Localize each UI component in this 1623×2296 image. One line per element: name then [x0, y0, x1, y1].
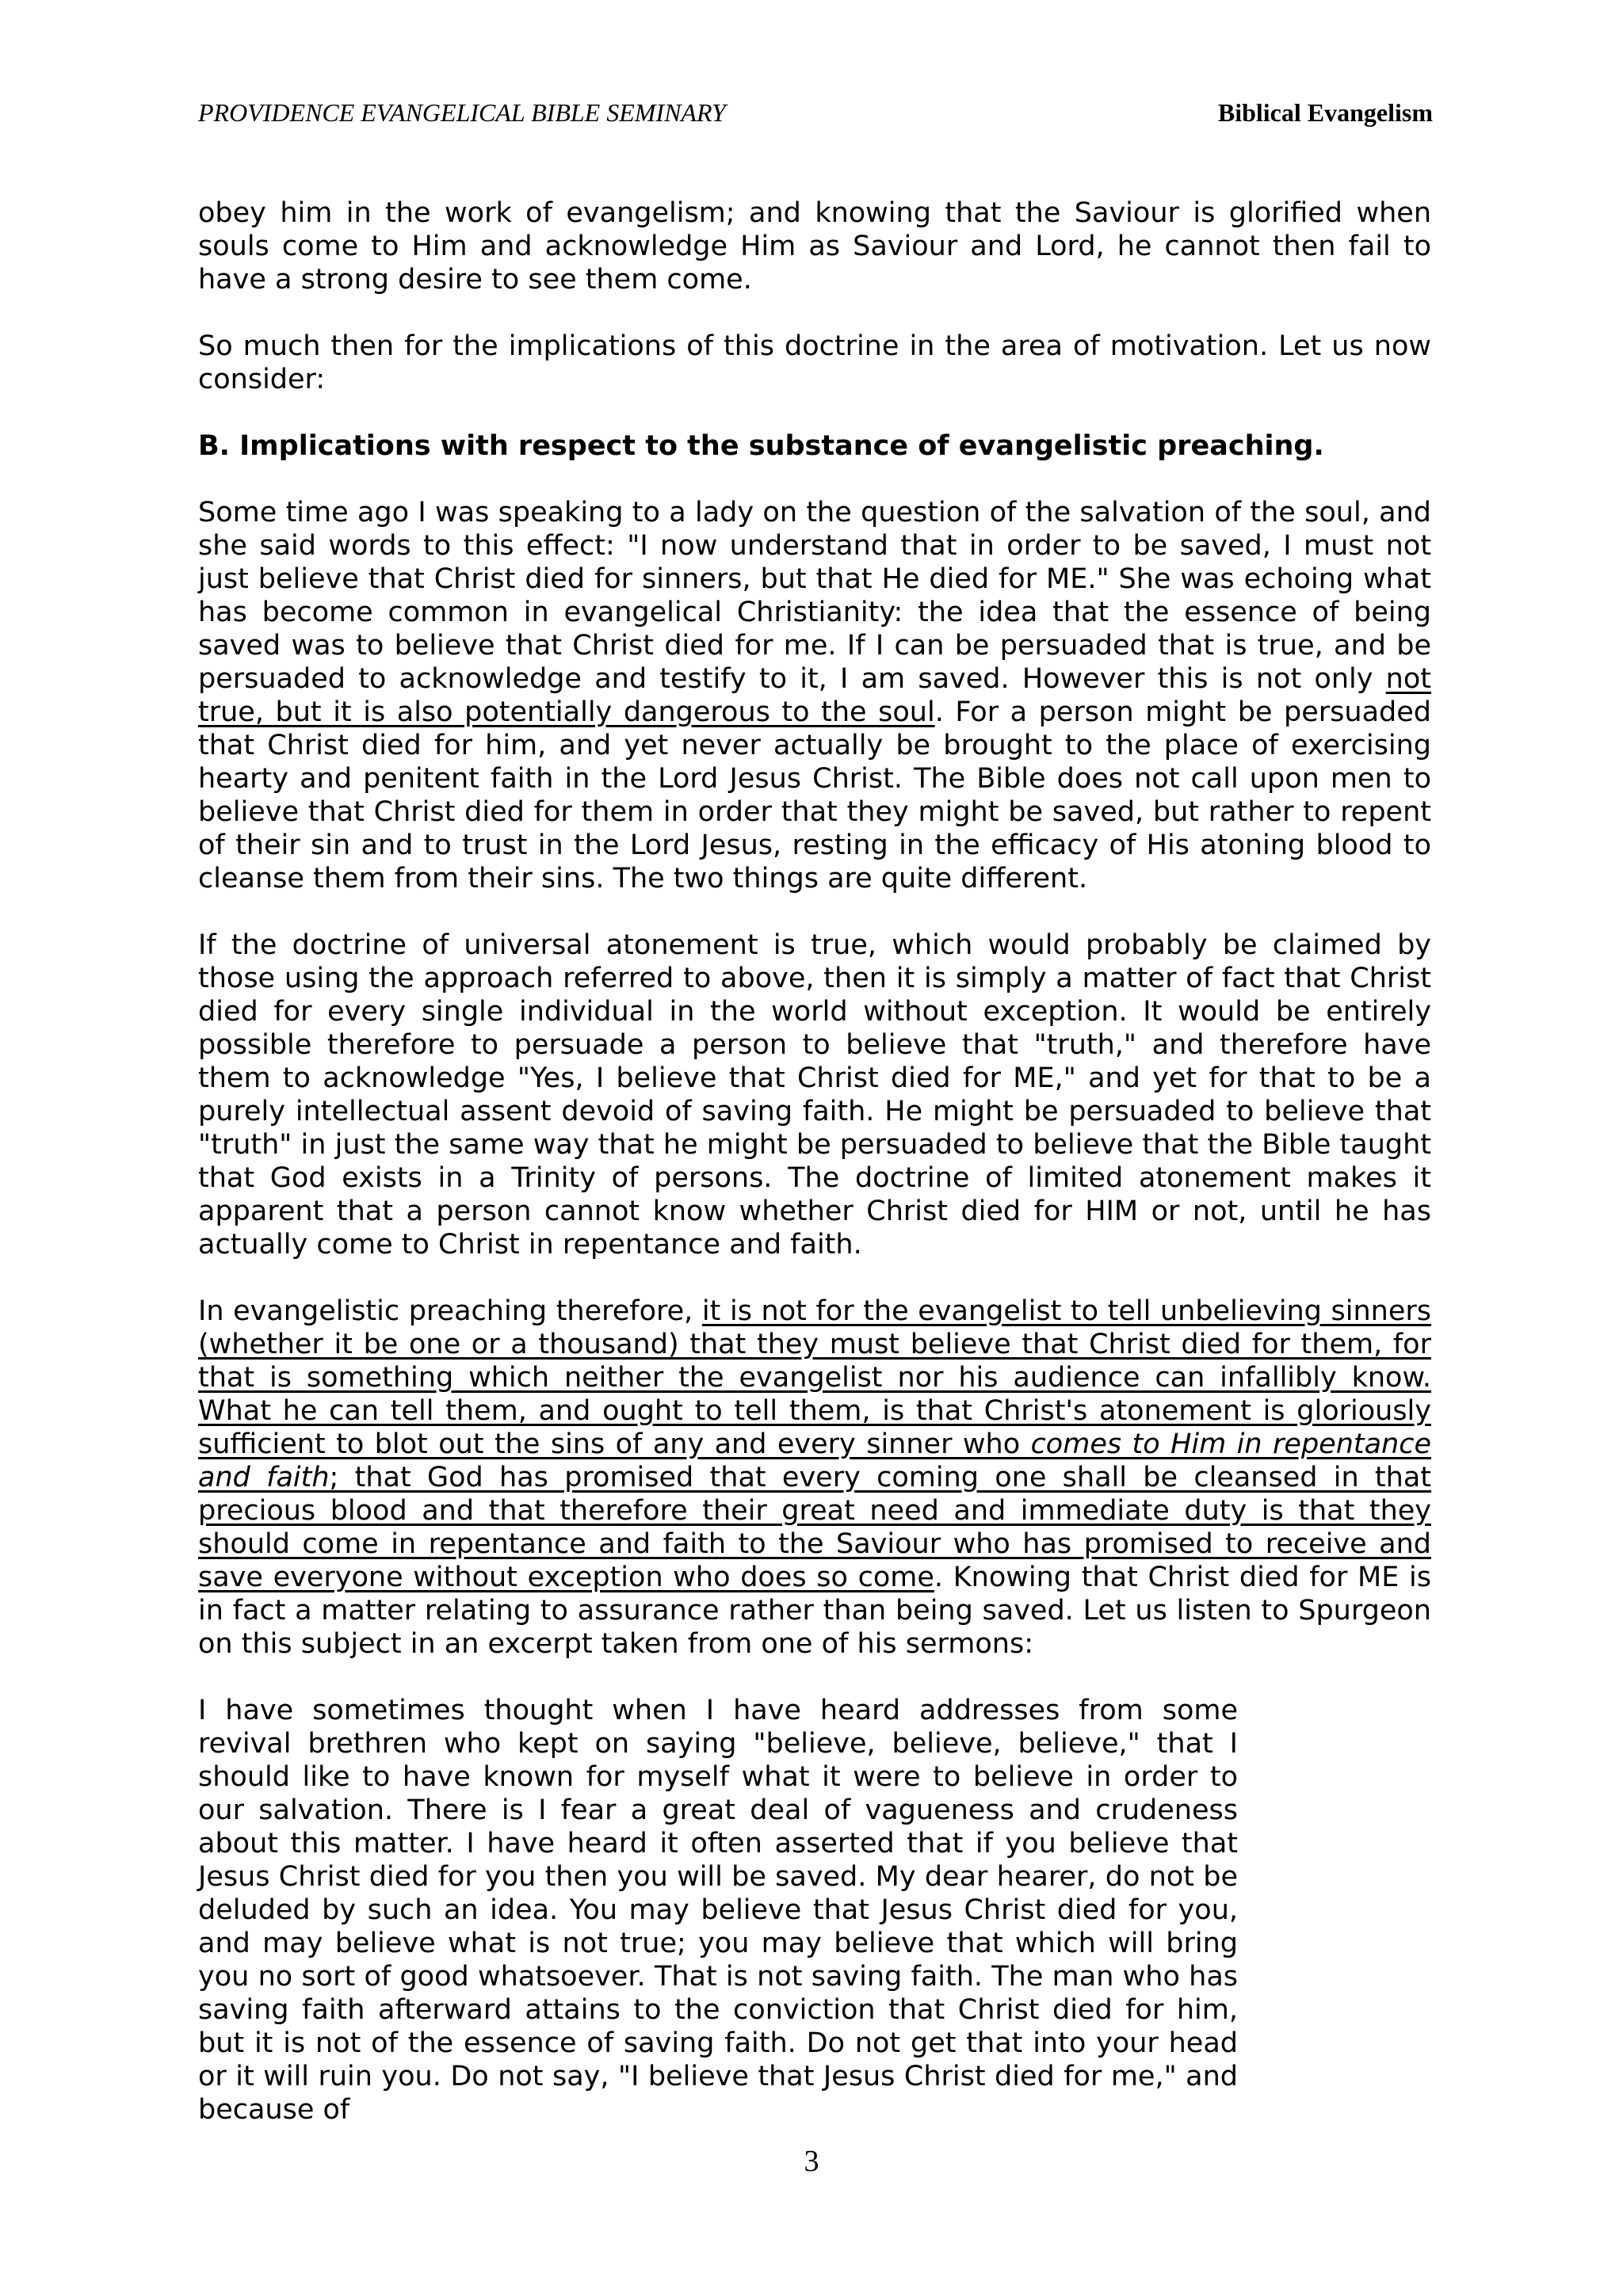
paragraph-3-text-b: . For a person might be persuaded that Christ died for him, and yet never actually be brought to the place of exercising hearty and penitent faith in the Lord Jesus Christ. The Bible does not call upon men to believe that Christ died for them in order that they might be saved, but rather to repent of their sin and to trust in the Lord Jesus, resting in the efficacy of His atoning blood to cleanse them from their sins. The two things are quite different.	[198, 696, 1431, 894]
spurgeon-quote: I have sometimes thought when I have heard addresses from some revival brethren who kept on saying "believe, believe, believe," that I should like to have known for myself what it were to believe in order to our salvation. There is I fear a great deal of vagueness and crudeness about this matter. I have heard it often asserted that if you believe that Jesus Christ died for you then you will be saved. My dear hearer, do not be deluded by such an idea. You may believe that Jesus Christ died for you, and may believe what is not true; you may believe that which will bring you no sort of good whatsoever. That is not saving faith. The man who has saving faith afterward attains to the conviction that Christ died for him, but it is not of the essence of saving faith. Do not get that into your head or it will ruin you. Do not say, "I believe that Jesus Christ died for me," and because of	[198, 1695, 1238, 2126]
header-seminary-name: PROVIDENCE EVANGELICAL BIBLE SEMINARY	[198, 98, 726, 127]
section-heading: B. Implications with respect to the substance of evangelistic preaching.	[198, 430, 1324, 462]
paragraph-3	[198, 496, 1431, 895]
paragraph-5-underlined-2: ; that God has promised that every coming one shall be cleansed in that precious blood and that therefore their great need and immediate duty is that they should come in repentance and faith to the Saviour who has promised to receive and save everyone without exception who does so come	[198, 1462, 1432, 1593]
header-course-title: Biblical Evangelism	[1217, 98, 1433, 127]
paragraph-4: If the doctrine of universal atonement is true, which would probably be claimed by those using the approach referred to above, then it is simply a matter of fact that Christ died for every single individual in the world without exception. It would be entirely possible therefore to persuade a person to believe that "truth," and therefore have them to acknowledge "Yes, I believe that Christ died for ME," and yet for that to be a purely intellectual assent devoid of saving faith. He might be persuaded to believe that "truth" in just the same way that he might be persuaded to believe that the Bible taught that God exists in a Trinity of persons. The doctrine of limited atonement makes it apparent that a person cannot know whether Christ died for HIM or not, until he has actually come to Christ in repentance and faith.	[198, 929, 1431, 1261]
paragraph-1: obey him in the work of evangelism; and knowing that the Saviour is glorified when souls come to Him and acknowledge Him as Saviour and Lord, he cannot then fail to have a strong desire to see them come.	[198, 197, 1431, 296]
paragraph-2: So much then for the implications of this doctrine in the area of motivation. Let us now consider:	[198, 330, 1431, 395]
paragraph-5-text-b: . Knowing that Christ died for ME is in fact a matter relating to assurance rather than being saved. Let us listen to Spurgeon on this subject in an excerpt taken from one of his sermons:	[198, 1562, 1431, 1660]
page-number: 3	[804, 2145, 819, 2178]
paragraph-5	[198, 1295, 1431, 1661]
paragraph-5-text-a: In evangelistic preaching therefore,	[198, 1295, 702, 1327]
paragraph-3-text-a: Some time ago I was speaking to a lady on the question of the salvation of the soul, and she said words to this effect: "I now understand that in order to be saved, I must not just believe that Christ died for sinners, but that He died for ME." She was echoing what has become common in evangelical Christianity: the idea that the essence of being saved was to believe that Christ died for me. If I can be persuaded that is true, and be persuaded to acknowledge and testify to it, I am saved. However this is not only	[198, 497, 1431, 695]
paragraph-3-underlined: not true, but it is also potentially dangerous to the soul	[198, 663, 1431, 728]
paragraph-5-underlined-1: it is not for the evangelist to tell unbelieving sinners (whether it be one or a thousand) that they must believe that Christ died for them, for that is something which neither the evangelist nor his audience can infallibly know. What he can tell them, and ought to tell them, is that Christ's atonement is gloriously sufficient to blot out the sins of any and every sinner who	[198, 1295, 1431, 1460]
paragraph-5-underlined-italic: comes to Him in repentance and faith	[198, 1428, 1432, 1493]
document-body	[198, 196, 1431, 2160]
